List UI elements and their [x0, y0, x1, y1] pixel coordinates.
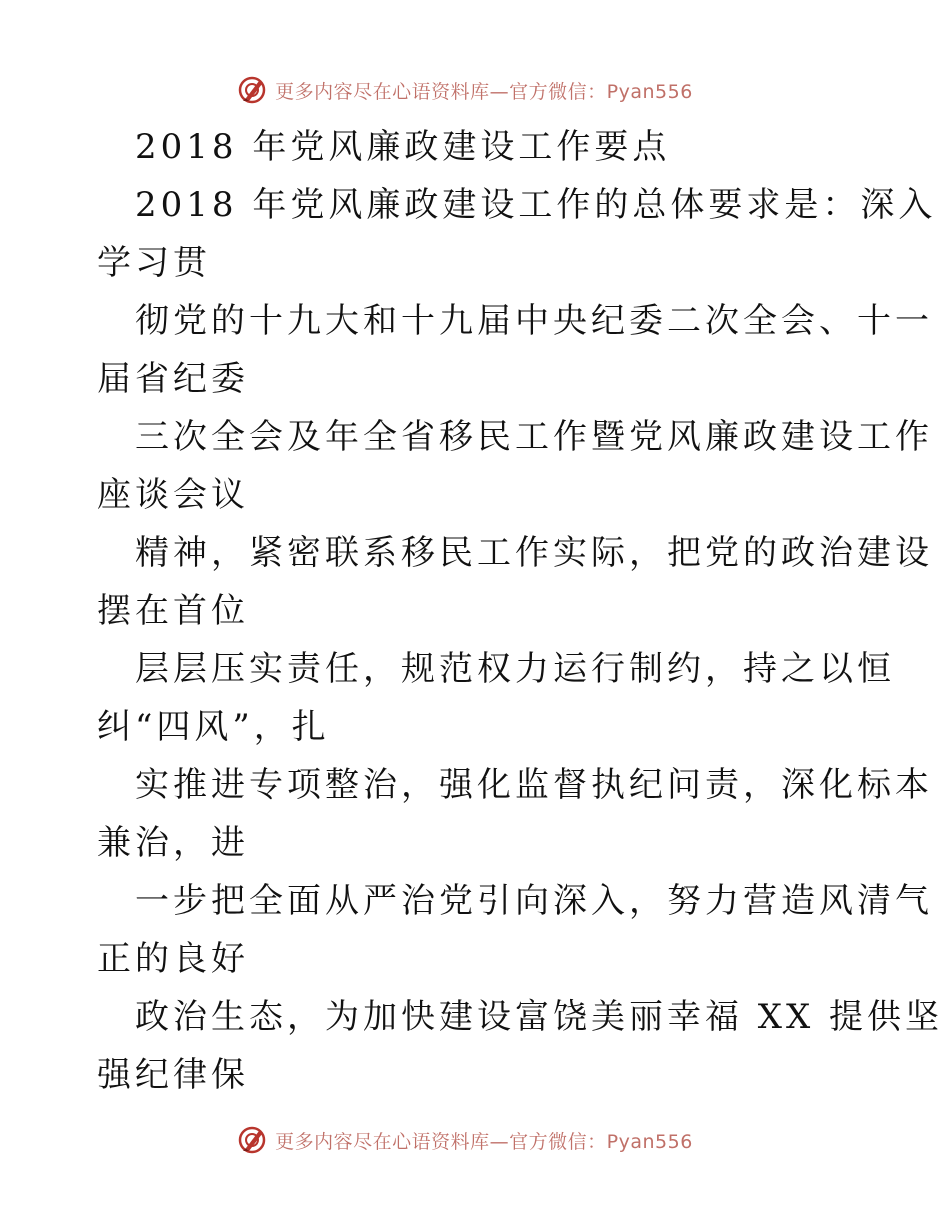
- document-line: 政治生态，为加快建设富饶美丽幸福 XX 提供坚: [135, 997, 944, 1037]
- document-line: 纠“四风”，扎: [97, 707, 330, 747]
- document-line: 强纪律保: [97, 1055, 249, 1095]
- document-line: 届省纪委: [97, 359, 249, 399]
- document-line: 精神，紧密联系移民工作实际，把党的政治建设: [135, 533, 933, 573]
- watermark-text: 更多内容尽在心语资料库—官方微信：Pyan556: [275, 1130, 693, 1153]
- watermark-text: 更多内容尽在心语资料库—官方微信：Pyan556: [275, 80, 693, 103]
- document-line: 座谈会议: [97, 475, 249, 515]
- document-line: 学习贯: [97, 243, 211, 283]
- pen-logo-icon: [237, 75, 267, 105]
- document-line: 摆在首位: [97, 591, 249, 631]
- document-line: 兼治，进: [97, 823, 249, 863]
- document-line: 三次全会及年全省移民工作暨党风廉政建设工作: [135, 417, 933, 457]
- document-line: 2018 年党风廉政建设工作要点: [135, 127, 671, 167]
- document-line: 正的良好: [97, 939, 249, 979]
- document-line: 实推进专项整治，强化监督执纪问责，深化标本: [135, 765, 933, 805]
- pen-logo-icon: [237, 1125, 267, 1155]
- header-watermark: [0, 70, 950, 110]
- document-line: 彻党的十九大和十九届中央纪委二次全会、十一: [135, 301, 933, 341]
- document-body: [97, 118, 944, 1104]
- document-line: 2018 年党风廉政建设工作的总体要求是：深入: [135, 185, 937, 225]
- footer-watermark: [0, 1120, 950, 1160]
- document-line: 层层压实责任，规范权力运行制约，持之以恒: [135, 649, 895, 689]
- document-line: 一步把全面从严治党引向深入，努力营造风清气: [135, 881, 933, 921]
